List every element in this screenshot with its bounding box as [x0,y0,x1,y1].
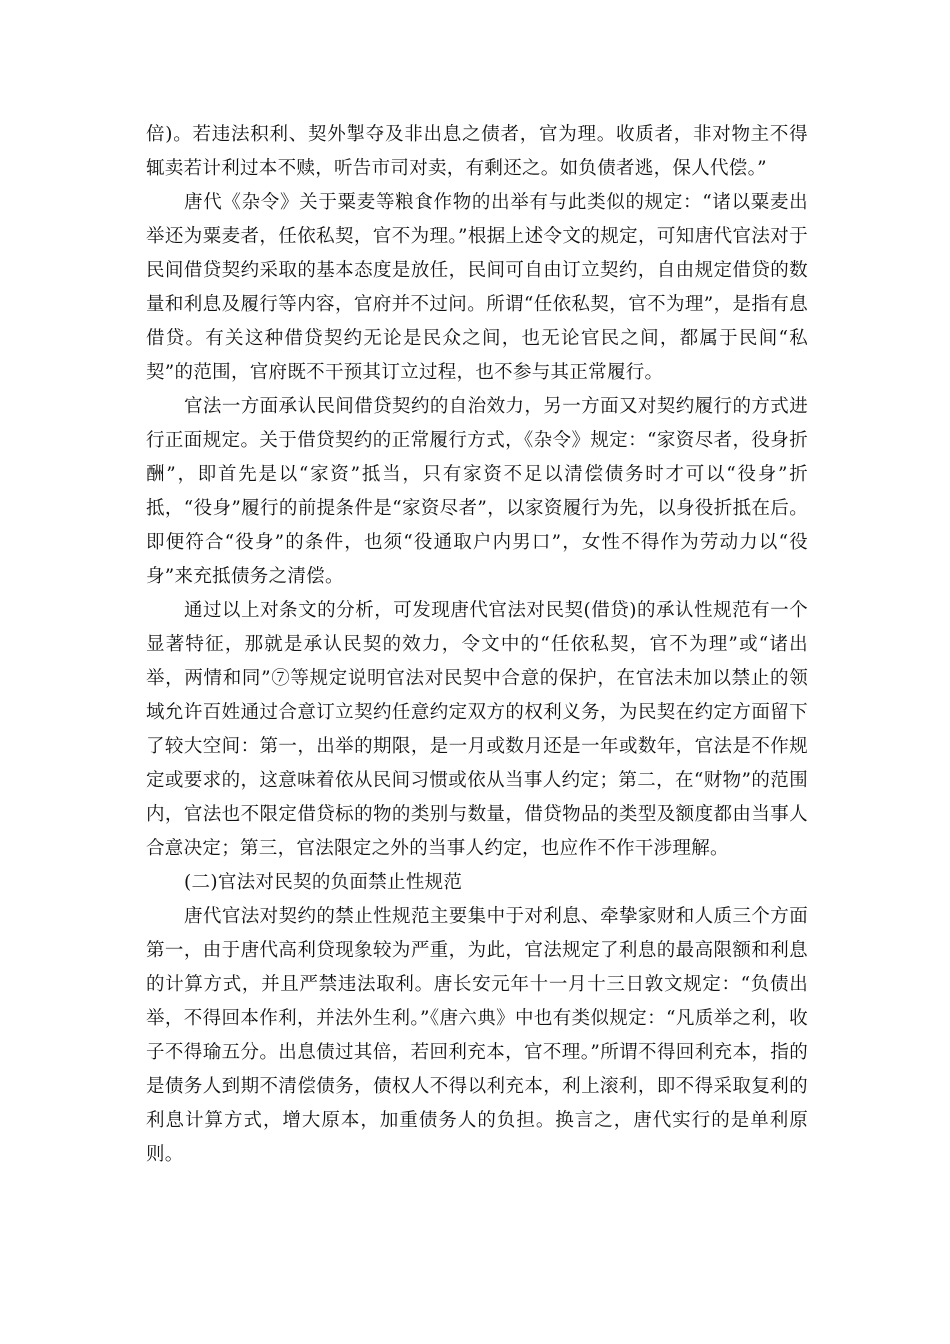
paragraph-continuation: 倍)。若违法积利、契外掣夺及非出息之债者，官为理。收质者，非对物主不得辄卖若计利过本不赎，听告市司对卖，有剩还之。如负债者逃，保人代偿。” [146,124,808,179]
paragraph-recognition-norms: 通过以上对条文的分析，可发现唐代官法对民契(借贷)的承认性规范有一个显著特征，那就是承认民契的效力，令文中的“任依私契，官不为理”或“诸出举，两情和同”⑦等规定说明官法对民契中合意的保护，在官法未加以禁止的领域允许百姓通过合意订立契约任意约定双方的权利义务，为民契在约定方面留下了较大空间：第一，出举的期限，是一月或数月还是一年或数年，官法是不作规定或要求的，这意味着依从民间习惯或依从当事人约定；第二，在“财物”的范围内，官法也不限定借贷标的物的类别与数量，借贷物品的类型及额度都由当事人合意决定；第三，官法限定之外的当事人约定，也应作不作干涉理解。 [146,600,808,859]
paragraph-contract-performance: 官法一方面承认民间借贷契约的自治效力，另一方面又对契约履行的方式进行正面规定。关于借贷契约的正常履行方式，《杂令》规定：“家资尽者，役身折酬”，即首先是以“家资”抵当，只有家资不足以清偿债务时才可以“役身”折抵，“役身”履行的前提条件是“家资尽者”，以家资履行为先，以身役折抵在后。即便符合“役身”的条件，也须“役通取户内男口”，女性不得作为劳动力以“役身”来充抵债务之清偿。 [146,396,808,587]
paragraph-zaling-grain-lending: 唐代《杂令》关于粟麦等粮食作物的出举有与此类似的规定：“诸以粟麦出举还为粟麦者，任依私契，官不为理。”根据上述令文的规定，可知唐代官法对于民间借贷契约采取的基本态度是放任，民间可自由订立契约，自由规定借贷的数量和利息及履行等内容，官府并不过问。所谓“任依私契，官不为理”，是指有息借贷。有关这种借贷契约无论是民众之间，也无论官民之间，都属于民间“私契”的范围，官府既不干预其订立过程，也不参与其正常履行。 [146,192,808,383]
paragraph-prohibitive-norms: 唐代官法对契约的禁止性规范主要集中于对利息、牵挚家财和人质三个方面第一，由于唐代高利贷现象较为严重，为此，官法规定了利息的最高限额和利息的计算方式，并且严禁违法取利。唐长安元年十一月十三日敦文规定：“负债出举，不得回本作利，并法外生利。”《唐六典》中也有类似规定：“凡质举之利，收子不得瑜五分。出息债过其倍，若回利充本，官不理。”所谓不得回利充本，指的是债务人到期不清偿债务，债权人不得以利充本，利上滚利，即不得采取复利的利息计算方式，增大原本，加重债务人的负担。换言之，唐代实行的是单利原则。 [146,906,808,1165]
document-page [146,118,808,1172]
section-heading: (二)官法对民契的负面禁止性规范 [184,872,463,893]
